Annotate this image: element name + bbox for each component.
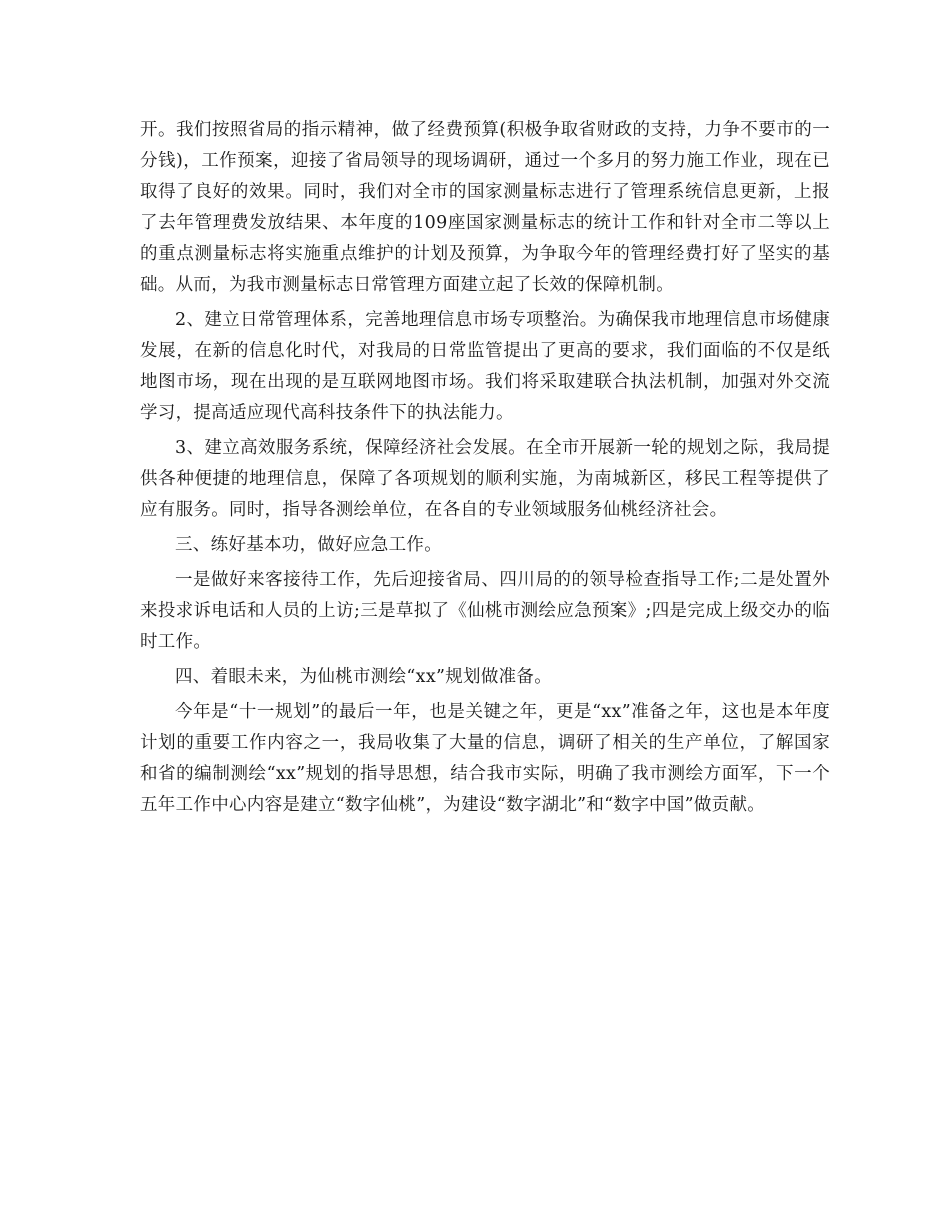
paragraph-continuation: 开。我们按照省局的指示精神，做了经费预算(积极争取省财政的支持，力争不要市的一分钱)，工作预案，迎接了省局领导的现场调研，通过一个多月的努力施工作业，现在已取得了良好的效果。同时，我们对全市的国家测量标志进行了管理系统信息更新，上报了去年管理费发放结果、本年度的109座国家测量标志的统计工作和针对全市二等以上的重点测量标志将实施重点维护的计划及预算，为争取今年的管理经费打好了坚实的基础。从而，为我市测量标志日常管理方面建立起了长效的保障机制。 (140, 120, 830, 295)
paragraph-item-3: 3、建立高效服务系统，保障经济社会发展。在全市开展新一轮的规划之际，我局提供各种便捷的地理信息，保障了各项规划的顺利实施，为南城新区，移民工程等提供了应有服务。同时，指导各测绘单位，在各自的专业领域服务仙桃经济社会。 (140, 438, 830, 520)
paragraph-planning: 今年是“十一规划”的最后一年，也是关键之年，更是“xx”准备之年，这也是本年度计划的重要工作内容之一，我局收集了大量的信息，调研了相关的生产单位，了解国家和省的编制测绘“xx”规划的指导思想，结合我市实际，明确了我市测绘方面军，下一个五年工作中心内容是建立“数字仙桃”，为建设“数字湖北”和“数字中国”做贡献。 (140, 702, 830, 815)
section-heading-4: 四、着眼未来，为仙桃市测绘“xx”规划做准备。 (175, 667, 553, 687)
section-heading-3: 三、练好基本功，做好应急工作。 (175, 535, 442, 555)
paragraph-item-2: 2、建立日常管理体系，完善地理信息市场专项整治。为确保我市地理信息市场健康发展，在新的信息化时代，对我局的日常监管提出了更高的要求，我们面临的不仅是纸地图市场，现在出现的是互联网地图市场。我们将采取建联合执法机制，加强对外交流学习，提高适应现代高科技条件下的执法能力。 (140, 310, 830, 423)
document-body (140, 115, 830, 825)
paragraph-emergency-work: 一是做好来客接待工作，先后迎接省局、四川局的的领导检查指导工作;二是处置外来投求诉电话和人员的上访;三是草拟了《仙桃市测绘应急预案》;四是完成上级交办的临时工作。 (140, 570, 830, 652)
